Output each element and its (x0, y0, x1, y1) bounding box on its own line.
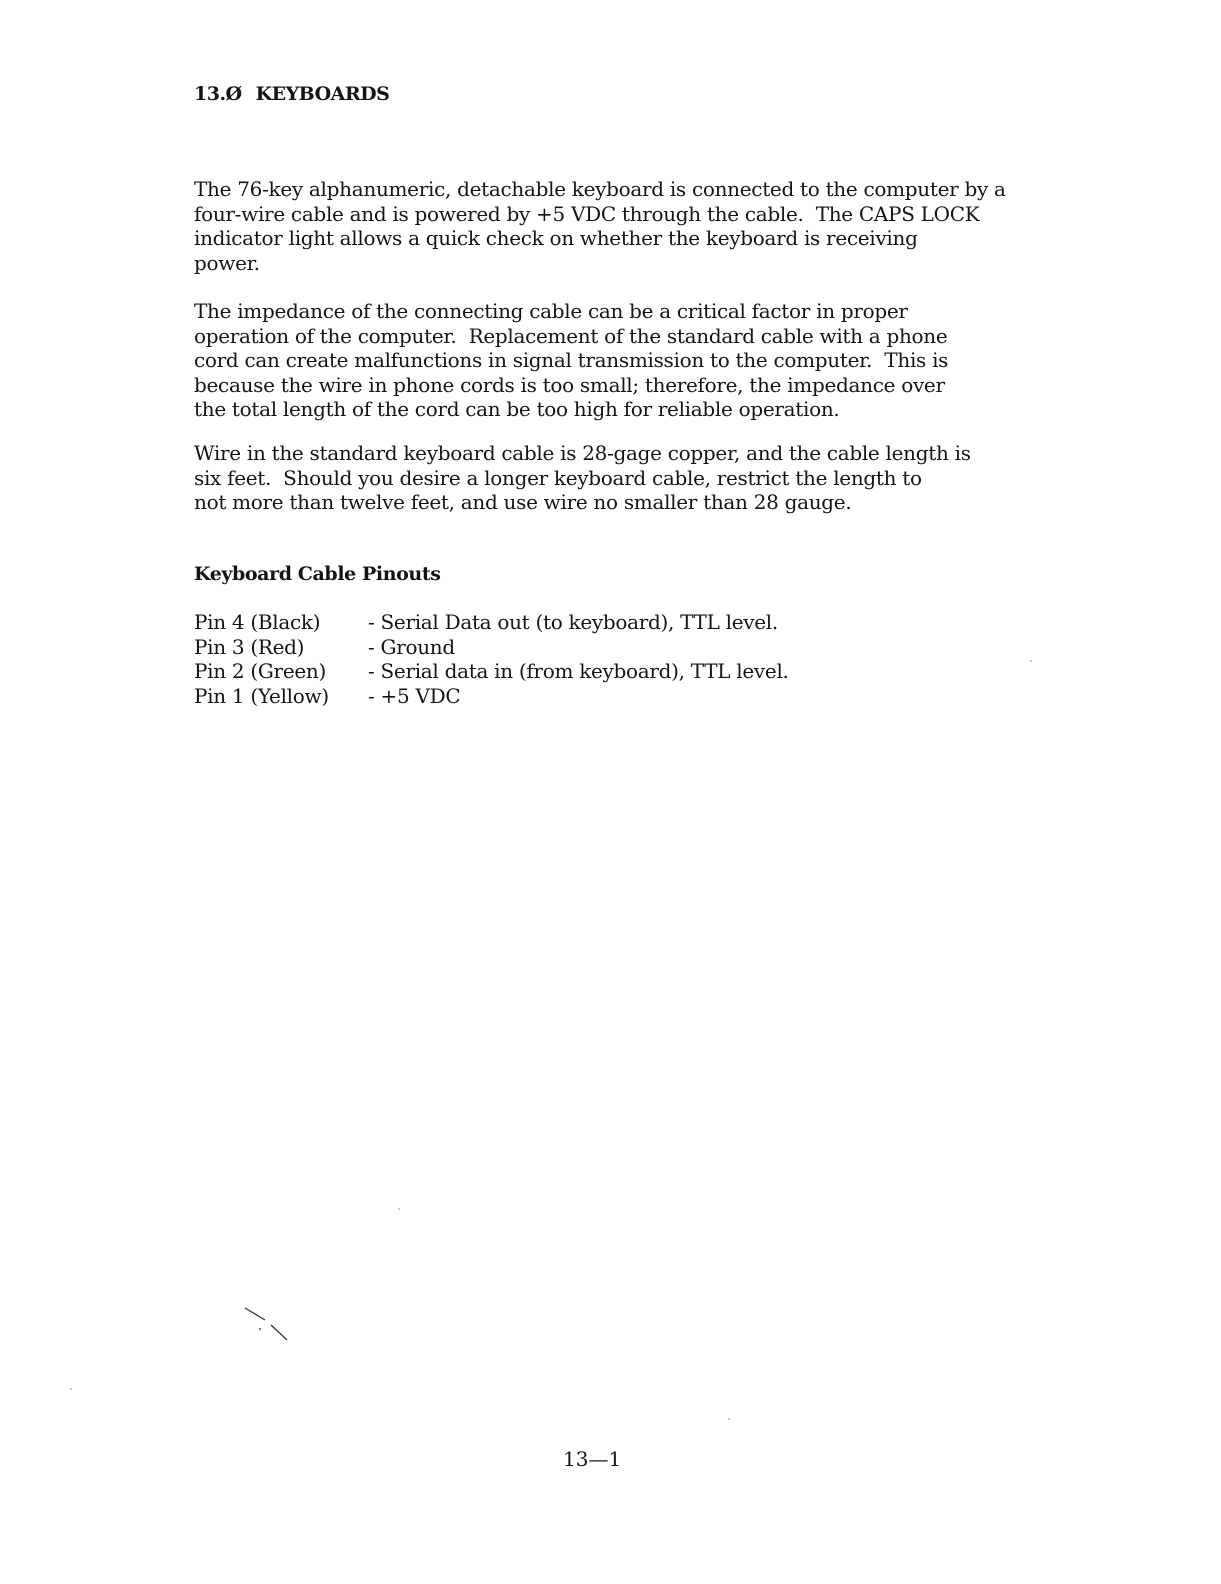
paragraph-line: The 76-key alphanumeric, detachable keyboard is connected to the computer by a (194, 177, 1006, 201)
paragraph-line: operation of the computer. Replacement of the standard cable with a phone (194, 323, 948, 348)
paragraph-line: four-wire cable and is powered by +5 VDC through the cable. The CAPS LOCK (194, 201, 980, 226)
pinout-row (194, 635, 789, 660)
pinouts-heading: Keyboard Cable Pinouts (194, 563, 441, 585)
pin-label: Pin 1 (Yellow) (194, 683, 329, 708)
scan-speck (398, 1208, 400, 1210)
page-number: 13—1 (563, 1447, 622, 1471)
pinouts-list (194, 610, 789, 708)
paragraph-line: The impedance of the connecting cable can be a critical factor in proper (194, 299, 908, 323)
pin-description: - Ground (368, 634, 455, 659)
scan-speck (1030, 660, 1032, 662)
scan-speck (70, 1388, 72, 1390)
pinout-row (194, 659, 789, 684)
paragraph-line: cord can create malfunctions in signal transmission to the computer. This is (194, 348, 949, 372)
pin-label: Pin 4 (Black) (194, 610, 321, 634)
paragraph-cable-impedance (194, 299, 1154, 422)
paragraph-line: indicator light allows a quick check on whether the keyboard is receiving (194, 226, 918, 250)
pinout-row (194, 610, 789, 635)
pin-description: - +5 VDC (368, 683, 461, 708)
paragraph-line: Wire in the standard keyboard cable is 28-gage copper, and the cable length is (194, 441, 971, 465)
paragraph-cable-specs (194, 441, 1154, 515)
scan-speck (728, 1418, 730, 1420)
section-title: KEYBOARDS (255, 83, 390, 105)
paragraph-line: not more than twelve feet, and use wire no smaller than 28 gauge. (194, 490, 852, 514)
paragraph-line: the total length of the cord can be too high for reliable operation. (194, 397, 840, 421)
pin-description: - Serial Data out (to keyboard), TTL level. (368, 610, 778, 634)
pin-description: - Serial data in (from keyboard), TTL level. (368, 659, 789, 683)
pinout-row (194, 684, 789, 709)
scan-artifact-mark (243, 1306, 293, 1342)
paragraph-line: because the wire in phone cords is too small; therefore, the impedance over (194, 372, 945, 397)
section-number: 13.Ø (194, 83, 242, 105)
paragraph-line: six feet. Should you desire a longer keyboard cable, restrict the length to (194, 465, 922, 490)
paragraph-line: power. (194, 250, 260, 275)
pin-label: Pin 3 (Red) (194, 634, 305, 659)
pin-label: Pin 2 (Green) (194, 659, 326, 683)
section-heading (194, 83, 389, 105)
paragraph-keyboard-description (194, 177, 1154, 275)
